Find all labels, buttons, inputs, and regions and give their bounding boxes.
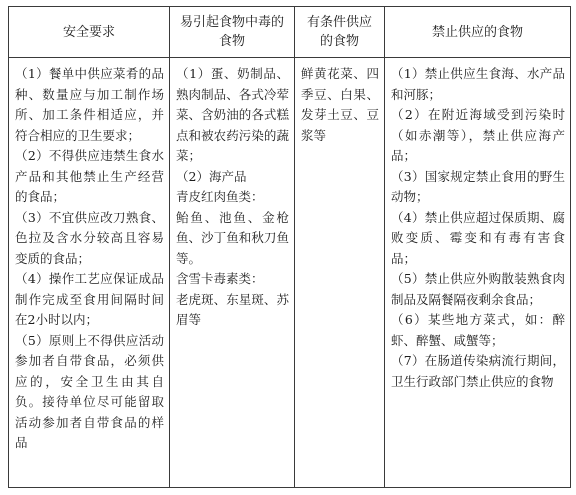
list-item: （4）禁止供应超过保质期、腐败变质、霉变和有毒有害食品； (391, 209, 565, 266)
list-item: （7）在肠道传染病流行期间，卫生行政部门禁止供应的食物 (391, 353, 565, 389)
table-row (9, 58, 571, 488)
header-conditional-foods: 有条件供应的食物 (295, 7, 385, 58)
list-item: （2）不得供应违禁生食水产品和其他禁止生产经营的食品； (15, 148, 164, 204)
list-item: 鲐鱼、池鱼、金枪鱼、沙丁鱼和秋刀鱼等。 (176, 209, 289, 266)
list-item: 老虎斑、东星斑、苏眉等 (176, 291, 289, 327)
list-item: （5）原则上不得供应活动参加者自带食品，必须供应的，安全卫生由其自负。接待单位尽可能留取活动参加者自带食品的样品 (15, 332, 164, 450)
header-safety-requirements: 安全要求 (9, 7, 170, 58)
list-item: （1）餐单中供应菜肴的品种、数量应与加工制作场所、加工条件相适应，并符合相应的卫生要求； (15, 66, 164, 143)
list-item: （3）不宜供应改刀熟食、色拉及含水分较高且容易变质的食品； (15, 209, 164, 266)
list-item: 青皮红肉鱼类： (176, 189, 264, 204)
list-item: （2）在附近海域受到污染时（如赤潮等），禁止供应海产品； (391, 107, 565, 163)
list-item: （5）禁止供应外购散装熟食肉制品及隔餐隔夜剩余食品； (391, 271, 565, 307)
list-item: （1）蛋、奶制品、熟肉制品、各式冷荤菜、含奶油的各式糕点和被农药污染的蔬菜； (176, 66, 289, 163)
cell-safety-requirements (9, 58, 170, 488)
list-item: 鲜黄花菜、四季豆、白果、发芽土豆、豆浆等 (301, 66, 379, 143)
list-item: （4）操作工艺应保证成品制作完成至食用间隔时间在2小时以内； (15, 271, 164, 327)
cell-prohibited-foods (385, 58, 571, 488)
list-item: 含雪卡毒素类： (176, 271, 264, 286)
list-item: （3）国家规定禁止食用的野生动物； (391, 168, 565, 204)
header-poisoning-prone-foods: 易引起食物中毒的食物 (170, 7, 295, 58)
table-header-row (9, 7, 571, 58)
list-item: （2）海产品 (176, 168, 247, 184)
cell-poisoning-prone-foods (170, 58, 295, 488)
cell-conditional-foods (295, 58, 385, 488)
food-safety-table (8, 6, 571, 488)
header-prohibited-foods: 禁止供应的食物 (385, 7, 571, 58)
list-item: （6）某些地方菜式，如：醉虾、醉蟹、咸蟹等； (391, 312, 565, 348)
list-item: （1）禁止供应生食海、水产品和河豚； (391, 66, 565, 102)
